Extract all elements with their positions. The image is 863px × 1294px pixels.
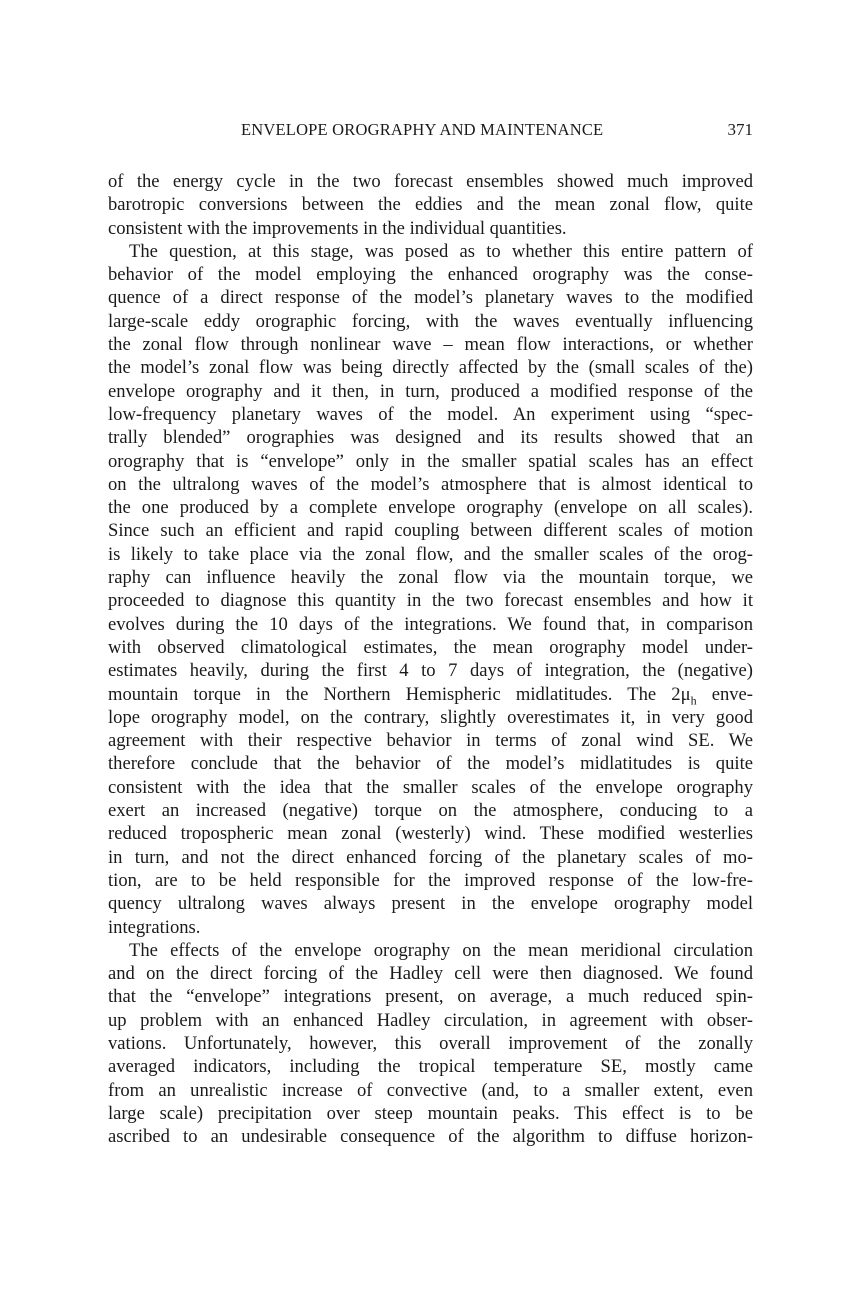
text-line: estimates heavily, during the first 4 to 7 days of integration, the (negative)	[108, 660, 753, 682]
text-line: agreement with their respective behavior in terms of zonal wind SE. We	[108, 730, 753, 752]
text-line: exert an increased (negative) torque on the atmosphere, conducing to a	[108, 800, 753, 822]
text-line: vations. Unfortunately, however, this overall improvement of the zonally	[108, 1032, 753, 1054]
text-line: integrations.	[108, 916, 201, 938]
text-line: up problem with an enhanced Hadley circulation, in agreement with obser-	[108, 1009, 753, 1031]
text-line: consistent with the improvements in the individual quantities.	[108, 217, 567, 239]
text-line: with observed climatological estimates, the mean orography model under-	[108, 636, 753, 658]
text-line: lope orography model, on the contrary, slightly overestimates it, in very good	[108, 706, 753, 728]
text-line: the model’s zonal flow was being directly affected by the (small scales of the)	[108, 357, 753, 379]
text-line: The question, at this stage, was posed as to whether this entire pattern of	[129, 240, 753, 262]
text-line: orography that is “envelope” only in the smaller spatial scales has an effect	[108, 450, 753, 472]
text-line: quence of a direct response of the model’s planetary waves to the modified	[108, 287, 753, 309]
text-line: quency ultralong waves always present in the envelope orography model	[108, 893, 753, 915]
text-line: trally blended” orographies was designed and its results showed that an	[108, 427, 753, 449]
text-line: that the “envelope” integrations present, on average, a much reduced spin-	[108, 986, 753, 1008]
text-line: from an unrealistic increase of convective (and, to a smaller extent, even	[108, 1079, 753, 1101]
text-line: is likely to take place via the zonal flow, and the smaller scales of the orog-	[108, 543, 753, 565]
text-line: behavior of the model employing the enhanced orography was the conse-	[108, 264, 753, 286]
text-line: therefore conclude that the behavior of the model’s midlatitudes is quite	[108, 753, 753, 775]
text-line: large scale) precipitation over steep mountain peaks. This effect is to be	[108, 1102, 753, 1124]
text-line: in turn, and not the direct enhanced forcing of the planetary scales of mo-	[108, 846, 753, 868]
text-line: reduced tropospheric mean zonal (westerly) wind. These modified westerlies	[108, 823, 753, 845]
text-line: barotropic conversions between the eddies and the mean zonal flow, quite	[108, 194, 753, 216]
text-line: of the energy cycle in the two forecast ensembles showed much improved	[108, 171, 753, 192]
text-line: Since such an efficient and rapid coupling between different scales of motion	[108, 520, 753, 542]
text-line: the one produced by a complete envelope orography (envelope on all scales).	[108, 497, 753, 519]
text-line: evolves during the 10 days of the integrations. We found that, in comparison	[108, 613, 753, 635]
running-title: ENVELOPE OROGRAPHY AND MAINTENANCE	[241, 120, 604, 139]
text-line: proceeded to diagnose this quantity in the two forecast ensembles and how it	[108, 590, 753, 612]
text-line: the zonal flow through nonlinear wave – mean flow interactions, or whether	[108, 334, 753, 356]
text-line: on the ultralong waves of the model’s atmosphere that is almost identical to	[108, 473, 753, 495]
text-line: ascribed to an undesirable consequence of the algorithm to diffuse horizon-	[108, 1126, 753, 1148]
text-line: The effects of the envelope orography on the mean meridional circulation	[129, 939, 753, 961]
body-text	[108, 170, 753, 1148]
text-line: mountain torque in the Northern Hemispheric midlatitudes. The $2\mu_h$ enve-	[108, 683, 753, 708]
text-line: and on the direct forcing of the Hadley cell were then diagnosed. We found	[108, 963, 753, 985]
running-head	[108, 120, 753, 144]
page-number: 371	[727, 120, 753, 139]
text-line: consistent with the idea that the smaller scales of the envelope orography	[108, 776, 753, 798]
text-line: envelope orography and it then, in turn, produced a modified response of the	[108, 380, 753, 402]
text-line: low-frequency planetary waves of the model. An experiment using “spec-	[108, 403, 753, 425]
text-line: raphy can influence heavily the zonal flow via the mountain torque, we	[108, 567, 753, 589]
text-line: large-scale eddy orographic forcing, with the waves eventually influencing	[108, 310, 753, 332]
text-line: averaged indicators, including the tropical temperature SE, mostly came	[108, 1056, 753, 1078]
text-line: tion, are to be held responsible for the improved response of the low-fre-	[108, 869, 753, 891]
